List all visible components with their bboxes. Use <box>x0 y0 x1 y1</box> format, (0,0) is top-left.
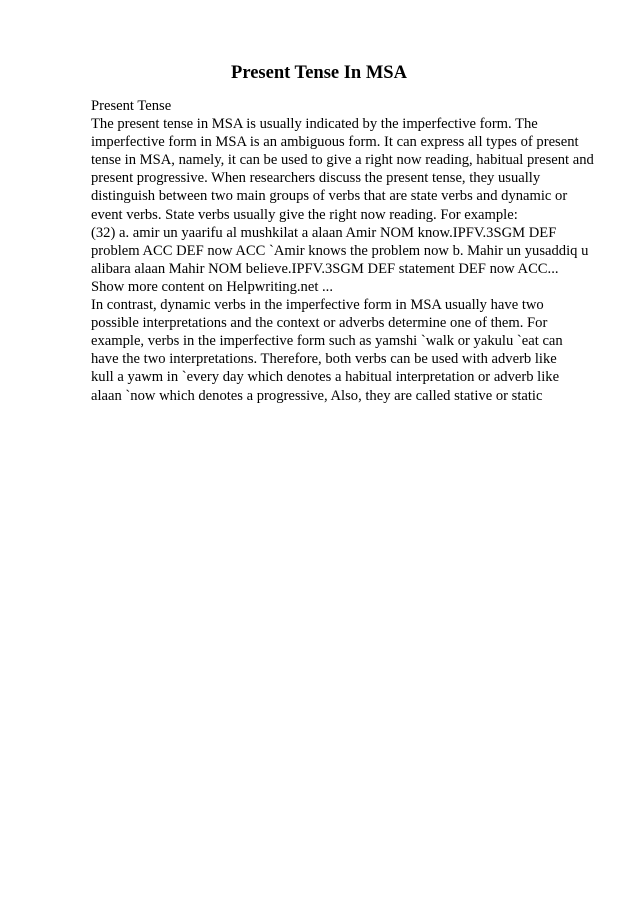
paragraph-line: possible interpretations and the context or adverbs determine one of them. For <box>91 315 548 332</box>
document-body <box>91 97 611 405</box>
document-title: Present Tense In MSA <box>231 63 407 83</box>
paragraph-line: distinguish between two main groups of verbs that are state verbs and dynamic or <box>91 188 568 205</box>
paragraph-line: In contrast, dynamic verbs in the imperfective form in MSA usually have two <box>91 297 544 314</box>
paragraph-line: tense in MSA, namely, it can be used to give a right now reading, habitual present and <box>91 152 594 169</box>
example-line: alibara alaan Mahir NOM believe.IPFV.3SGM DEF statement DEF now ACC... <box>91 260 559 277</box>
paragraph-line: imperfective form in MSA is an ambiguous form. It can express all types of present <box>91 134 579 151</box>
paragraph-line: example, verbs in the imperfective form such as yamshi `walk or yakulu `eat can <box>91 333 563 350</box>
paragraph-line: have the two interpretations. Therefore, both verbs can be used with adverb like <box>91 351 557 368</box>
example-line: (32) a. amir un yaarifu al mushkilat a alaan Amir NOM know.IPFV.3SGM DEF <box>91 224 557 241</box>
paragraph-line: The present tense in MSA is usually indicated by the imperfective form. The <box>91 116 538 133</box>
paragraph-line: event verbs. State verbs usually give the right now reading. For example: <box>91 206 518 223</box>
example-line: problem ACC DEF now ACC `Amir knows the problem now b. Mahir un yusaddiq u <box>91 242 589 259</box>
paragraph-line: alaan `now which denotes a progressive, Also, they are called stative or static <box>91 387 543 404</box>
show-more-text: Show more content on Helpwriting.net ... <box>91 278 333 295</box>
section-heading: Present Tense <box>91 98 172 114</box>
paragraph-line: kull a yawm in `every day which denotes a habitual interpretation or adverb like <box>91 369 560 386</box>
paragraph-line: present progressive. When researchers discuss the present tense, they usually <box>91 170 541 187</box>
